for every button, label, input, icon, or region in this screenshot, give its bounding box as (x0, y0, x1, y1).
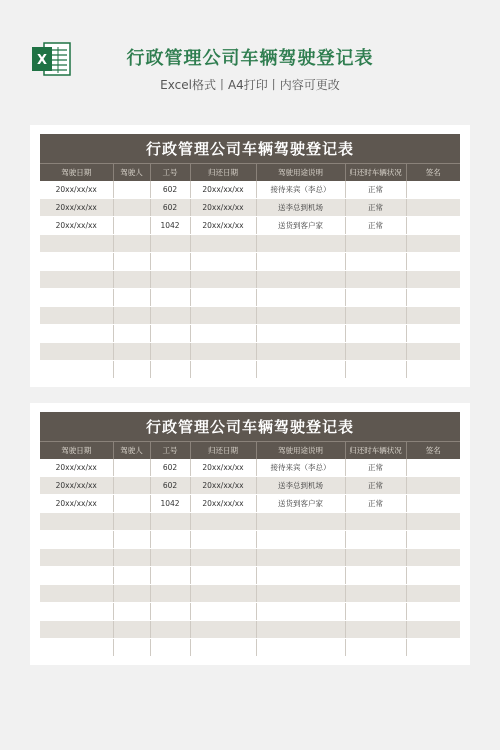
table-cell (406, 603, 460, 621)
table-cell: 20xx/xx/xx (40, 217, 113, 235)
table-cell: 送李总到机场 (256, 199, 345, 217)
table-cell: 20xx/xx/xx (190, 477, 256, 495)
table-cell (40, 621, 113, 639)
table-cell (150, 567, 190, 585)
table-cell (345, 289, 406, 307)
table-cell (190, 253, 256, 271)
table-cell: 602 (150, 199, 190, 217)
table-row (40, 567, 460, 585)
column-header: 驾驶人 (113, 164, 150, 182)
table-row (40, 459, 460, 477)
table-cell (190, 513, 256, 531)
table-cell (150, 603, 190, 621)
table-cell: 正常 (345, 199, 406, 217)
table-cell (256, 549, 345, 567)
table-cell (113, 235, 150, 253)
page-header (0, 0, 500, 110)
column-header: 驾驶日期 (40, 164, 113, 182)
table-cell: 正常 (345, 181, 406, 199)
table-row (40, 253, 460, 271)
table-cell: 20xx/xx/xx (40, 495, 113, 513)
svg-text:X: X (36, 53, 48, 68)
table-row (40, 361, 460, 379)
table-cell (40, 289, 113, 307)
table-cell: 602 (150, 459, 190, 477)
table-cell (113, 361, 150, 379)
table-cell (190, 325, 256, 343)
column-header-row (40, 442, 460, 460)
table-cell (113, 199, 150, 217)
page-subtitle: Excel格式丨A4打印丨内容可更改 (160, 78, 340, 92)
table-cell (40, 253, 113, 271)
table-cell (406, 477, 460, 495)
table-cell (256, 361, 345, 379)
table-cell (40, 271, 113, 289)
table-cell (256, 253, 345, 271)
table-row (40, 621, 460, 639)
table-cell: 接待来宾（李总） (256, 459, 345, 477)
table-cell (406, 361, 460, 379)
register-table (40, 134, 460, 379)
table-cell (345, 307, 406, 325)
table-cell (256, 271, 345, 289)
table-cell (406, 343, 460, 361)
table-cell (190, 531, 256, 549)
table-cell (150, 361, 190, 379)
table-cell (113, 549, 150, 567)
column-header: 工号 (150, 442, 190, 460)
table-cell: 正常 (345, 477, 406, 495)
table-cell (406, 567, 460, 585)
table-cell: 20xx/xx/xx (190, 181, 256, 199)
table-cell (40, 585, 113, 603)
table-cell (150, 307, 190, 325)
table-row (40, 217, 460, 235)
table-cell (150, 639, 190, 657)
column-header-row (40, 164, 460, 182)
table-cell: 1042 (150, 217, 190, 235)
column-header: 归还时车辆状况 (345, 442, 406, 460)
column-header: 归还日期 (190, 442, 256, 460)
table-cell (40, 361, 113, 379)
table-cell (113, 181, 150, 199)
page-title: 行政管理公司车辆驾驶登记表 (126, 48, 374, 69)
table-cell (150, 513, 190, 531)
table-cell (256, 585, 345, 603)
table-cell (113, 495, 150, 513)
table-cell (113, 585, 150, 603)
table-cell (113, 477, 150, 495)
table-cell (150, 621, 190, 639)
table-cell (406, 253, 460, 271)
table-cell (190, 235, 256, 253)
table-cell (345, 235, 406, 253)
table-cell (113, 307, 150, 325)
table-cell (190, 289, 256, 307)
table-cell (150, 271, 190, 289)
table-row (40, 477, 460, 495)
table-cell (345, 513, 406, 531)
table-cell (406, 639, 460, 657)
table-cell (190, 639, 256, 657)
table-cell (345, 271, 406, 289)
table-cell (113, 567, 150, 585)
table-cell (256, 289, 345, 307)
column-header: 驾驶人 (113, 442, 150, 460)
table-cell: 20xx/xx/xx (40, 199, 113, 217)
table-cell (113, 513, 150, 531)
table-cell: 送货到客户家 (256, 217, 345, 235)
table-row (40, 531, 460, 549)
table-cell (406, 459, 460, 477)
register-table (40, 412, 460, 657)
sheet-preview-2 (30, 403, 470, 665)
column-header: 驾驶用途说明 (256, 164, 345, 182)
table-cell (150, 343, 190, 361)
table-row (40, 199, 460, 217)
table-cell (113, 639, 150, 657)
table-cell (406, 181, 460, 199)
table-cell (113, 621, 150, 639)
table-cell (190, 585, 256, 603)
table-cell (113, 531, 150, 549)
table-row (40, 513, 460, 531)
table-cell (256, 235, 345, 253)
table-cell (256, 639, 345, 657)
column-header: 签名 (406, 164, 460, 182)
table-cell (113, 217, 150, 235)
table-cell (113, 343, 150, 361)
table-cell (190, 343, 256, 361)
table-cell (406, 235, 460, 253)
table-cell (406, 307, 460, 325)
table-row (40, 549, 460, 567)
table-cell (256, 531, 345, 549)
table-cell (150, 253, 190, 271)
table-cell: 送李总到机场 (256, 477, 345, 495)
table-cell (40, 531, 113, 549)
table-cell (190, 603, 256, 621)
table-cell (190, 271, 256, 289)
table-row (40, 235, 460, 253)
column-header: 驾驶日期 (40, 442, 113, 460)
table-cell: 602 (150, 181, 190, 199)
table-row (40, 603, 460, 621)
table-cell (345, 585, 406, 603)
table-row (40, 343, 460, 361)
column-header: 驾驶用途说明 (256, 442, 345, 460)
table-cell (345, 621, 406, 639)
table-cell: 1042 (150, 495, 190, 513)
table-cell: 20xx/xx/xx (190, 217, 256, 235)
table-cell (406, 621, 460, 639)
table-cell: 20xx/xx/xx (190, 495, 256, 513)
table-cell: 送货到客户家 (256, 495, 345, 513)
table-cell (256, 307, 345, 325)
table-row (40, 325, 460, 343)
table-title: 行政管理公司车辆驾驶登记表 (40, 412, 460, 442)
table-cell (406, 325, 460, 343)
table-cell (190, 549, 256, 567)
table-cell (406, 549, 460, 567)
table-row (40, 495, 460, 513)
table-cell (345, 361, 406, 379)
table-cell (256, 325, 345, 343)
table-cell (113, 459, 150, 477)
table-cell: 602 (150, 477, 190, 495)
table-cell (113, 253, 150, 271)
table-cell (256, 621, 345, 639)
table-title: 行政管理公司车辆驾驶登记表 (40, 134, 460, 164)
table-cell: 20xx/xx/xx (40, 477, 113, 495)
table-cell (40, 567, 113, 585)
table-cell (345, 567, 406, 585)
table-cell (113, 325, 150, 343)
table-cell: 正常 (345, 217, 406, 235)
column-header: 归还时车辆状况 (345, 164, 406, 182)
table-cell (406, 531, 460, 549)
table-row (40, 585, 460, 603)
table-cell (150, 531, 190, 549)
column-header: 签名 (406, 442, 460, 460)
table-cell (40, 343, 113, 361)
table-cell (406, 271, 460, 289)
table-cell (345, 549, 406, 567)
table-cell (113, 603, 150, 621)
column-header: 工号 (150, 164, 190, 182)
table-cell: 20xx/xx/xx (40, 459, 113, 477)
table-cell (40, 513, 113, 531)
table-cell (406, 495, 460, 513)
table-cell (150, 289, 190, 307)
table-cell (113, 289, 150, 307)
table-cell (406, 585, 460, 603)
table-cell (150, 235, 190, 253)
table-cell (40, 235, 113, 253)
table-cell (345, 325, 406, 343)
table-cell (345, 531, 406, 549)
table-cell (256, 513, 345, 531)
table-cell (190, 621, 256, 639)
table-cell (256, 567, 345, 585)
table-cell (150, 585, 190, 603)
table-cell (345, 343, 406, 361)
table-row (40, 639, 460, 657)
table-cell (406, 217, 460, 235)
table-row (40, 289, 460, 307)
sheet-preview-1 (30, 125, 470, 387)
table-cell (406, 513, 460, 531)
column-header: 归还日期 (190, 164, 256, 182)
table-cell: 20xx/xx/xx (190, 459, 256, 477)
table-cell (345, 603, 406, 621)
table-cell (190, 307, 256, 325)
table-cell (190, 567, 256, 585)
table-cell: 接待来宾（李总） (256, 181, 345, 199)
table-cell: 正常 (345, 495, 406, 513)
table-cell (150, 325, 190, 343)
table-cell (345, 253, 406, 271)
table-cell (256, 603, 345, 621)
table-row (40, 307, 460, 325)
table-cell (113, 271, 150, 289)
table-cell (345, 639, 406, 657)
table-cell (40, 603, 113, 621)
table-cell: 20xx/xx/xx (40, 181, 113, 199)
table-cell (40, 307, 113, 325)
table-cell (190, 361, 256, 379)
table-cell (40, 325, 113, 343)
table-cell (406, 199, 460, 217)
table-cell (406, 289, 460, 307)
table-cell (150, 549, 190, 567)
table-cell (256, 343, 345, 361)
table-cell (40, 639, 113, 657)
table-row (40, 271, 460, 289)
table-cell: 20xx/xx/xx (190, 199, 256, 217)
table-cell (40, 549, 113, 567)
table-row (40, 181, 460, 199)
table-cell: 正常 (345, 459, 406, 477)
